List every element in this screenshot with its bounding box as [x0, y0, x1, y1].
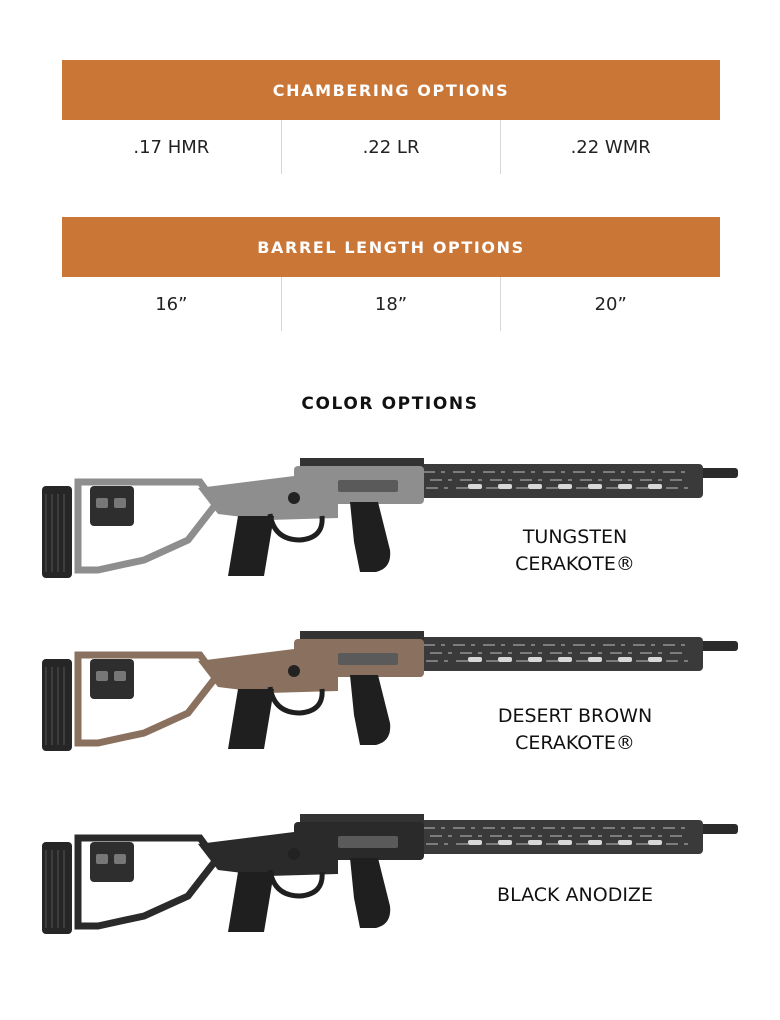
barrel-length-options-row	[62, 277, 720, 331]
rifle-part	[698, 468, 738, 478]
rifle-part	[468, 657, 482, 662]
rifle-part	[228, 516, 274, 576]
rifle-part	[288, 848, 300, 860]
rifle-part	[648, 657, 662, 662]
color-option-label	[470, 703, 680, 757]
color-option-label-line2: CERAKOTE®	[515, 553, 635, 575]
color-options-title: COLOR OPTIONS	[301, 394, 479, 414]
color-option-black-anodize	[0, 814, 780, 944]
rifle-part	[698, 641, 738, 651]
rifle-part	[114, 671, 126, 681]
rifle-part	[228, 689, 274, 749]
chambering-option: .17 HMR	[133, 136, 210, 158]
rifle-part	[198, 476, 338, 520]
rifle-part	[350, 858, 390, 928]
rifle-part	[698, 824, 738, 834]
rifle-part	[96, 671, 108, 681]
color-option-label	[470, 524, 680, 578]
rifle-part	[338, 836, 398, 848]
rifle-part	[338, 480, 398, 492]
rifle-image-black-anodize	[38, 814, 742, 944]
color-option-label-line1: BLACK ANODIZE	[497, 884, 653, 906]
rifle-part	[618, 484, 632, 489]
rifle-part	[528, 484, 542, 489]
barrel-length-option: 16”	[155, 293, 188, 315]
rifle-part	[498, 484, 512, 489]
chambering-options-table	[62, 60, 720, 174]
barrel-length-options-table	[62, 217, 720, 331]
rifle-part	[468, 840, 482, 845]
rifle-part	[288, 665, 300, 677]
rifle-part	[498, 657, 512, 662]
barrel-length-options-header: BARREL LENGTH OPTIONS	[62, 217, 720, 277]
rifle-part	[350, 502, 390, 572]
rifle-part	[96, 498, 108, 508]
rifle-part	[350, 675, 390, 745]
chambering-option: .22 WMR	[500, 120, 720, 174]
rifle-part	[558, 657, 572, 662]
chambering-option: .22 LR	[281, 120, 501, 174]
rifle-part	[228, 872, 274, 932]
rifle-part	[528, 657, 542, 662]
color-option-label	[470, 882, 680, 909]
rifle-part	[588, 657, 602, 662]
rifle-part	[618, 657, 632, 662]
chambering-options-header: CHAMBERING OPTIONS	[62, 60, 720, 120]
rifle-part	[618, 840, 632, 845]
rifle-part	[558, 484, 572, 489]
barrel-length-option: 18”	[281, 277, 501, 331]
rifle-part	[558, 840, 572, 845]
rifle-part	[198, 649, 338, 693]
rifle-part	[288, 492, 300, 504]
rifle-part	[588, 840, 602, 845]
rifle-part	[528, 840, 542, 845]
rifle-part	[96, 854, 108, 864]
rifle-part	[468, 484, 482, 489]
rifle-part	[114, 854, 126, 864]
barrel-length-option: 20”	[500, 277, 720, 331]
color-option-tungsten	[0, 458, 780, 588]
color-option-desert-brown	[0, 631, 780, 761]
rifle-part	[588, 484, 602, 489]
rifle-part	[648, 840, 662, 845]
rifle-part	[648, 484, 662, 489]
rifle-part	[498, 840, 512, 845]
color-option-label-line1: DESERT BROWN	[497, 705, 653, 727]
chambering-options-row	[62, 120, 720, 174]
rifle-part	[338, 653, 398, 665]
color-option-label-line1: TUNGSTEN	[522, 526, 628, 548]
rifle-part	[198, 832, 338, 876]
rifle-part	[114, 498, 126, 508]
color-option-label-line2: CERAKOTE®	[515, 732, 635, 754]
